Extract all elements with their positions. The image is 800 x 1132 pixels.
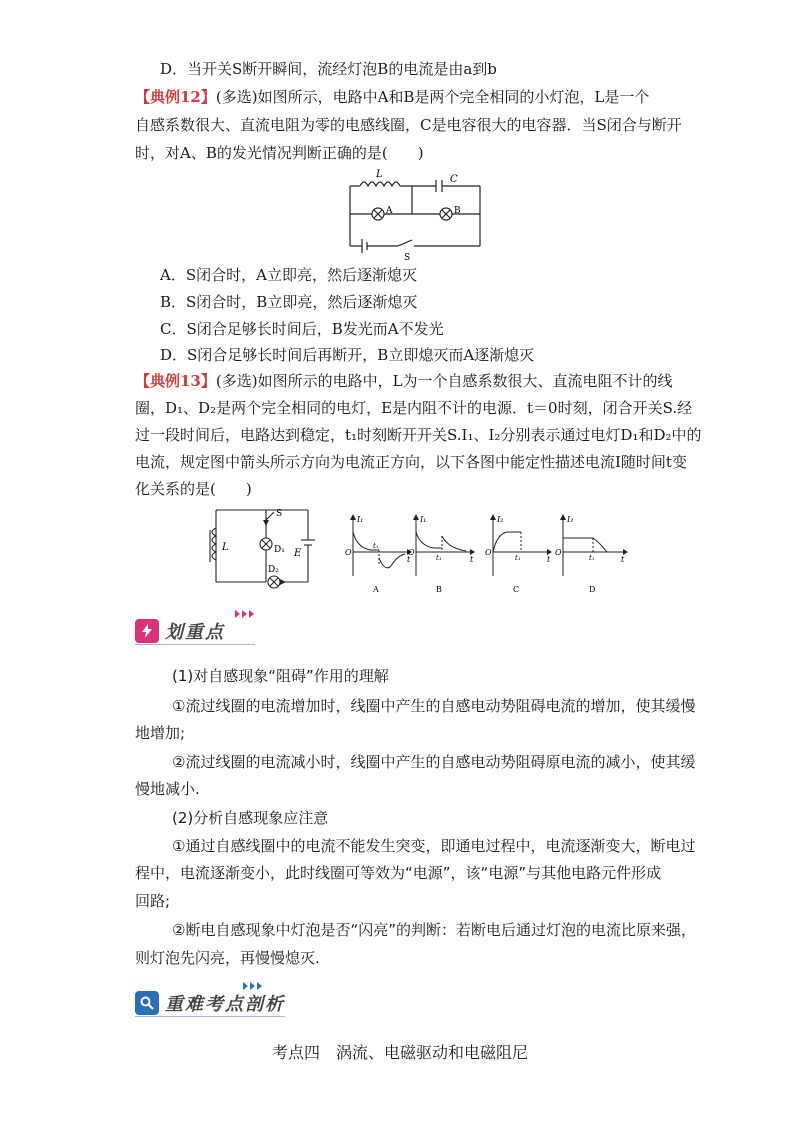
- section-heading: 考点四 涡流、电磁驱动和电磁阻尼: [271, 1043, 528, 1062]
- lightning-icon: [135, 619, 159, 643]
- key-topics-badge: [135, 990, 285, 1016]
- fig1-label-c: C: [450, 174, 458, 185]
- key-points-label: 划重点: [165, 622, 225, 643]
- graph-b-t: t: [470, 555, 474, 564]
- fig2-label-l: L: [222, 542, 229, 553]
- magnifier-icon: [135, 991, 159, 1015]
- note-p4: (2)分析自感现象应注意: [172, 809, 329, 827]
- option-d-prev: D．当开关S断开瞬间，流经灯泡B的电流是由a到b: [160, 60, 497, 78]
- example-13-text: (多选)如图所示的电路中，L为一个自感系数很大、直流电阻不计的线: [215, 372, 673, 390]
- graph-a-letter: A: [373, 585, 379, 594]
- graph-b-t1: t₁: [436, 554, 442, 562]
- option-d: D．S闭合足够长时间后再断开，B立即熄灭而A逐渐熄灭: [160, 346, 535, 364]
- graph-d-ylabel: I₂: [567, 515, 574, 524]
- graph-c-origin: O: [485, 548, 492, 557]
- example-13-line2: 圈，D₁、D₂是两个完全相同的电灯，E是内阻不计的电源．t＝0时刻，闭合开关S.经: [135, 399, 693, 417]
- note-p3b: 慢地减小.: [135, 780, 200, 798]
- fig2-label-s: S: [276, 509, 283, 519]
- key-topics-label: 重难考点剖析: [165, 994, 285, 1015]
- graph-d-t: t: [621, 555, 625, 564]
- note-p2a: ①流过线圈的电流增加时，线圈中产生的自感电动势阻碍电流的增加，使其缓慢: [172, 697, 696, 715]
- note-p1: (1)对自感现象“阻碍”作用的理解: [172, 667, 389, 685]
- badge1-underline: [135, 644, 255, 645]
- fig2-label-e: E: [294, 548, 302, 559]
- graph-d-t1: t₁: [589, 554, 595, 562]
- graph-d-letter: D: [589, 585, 596, 594]
- key-points-badge: [135, 618, 225, 644]
- fig1-label-b: B: [454, 206, 461, 216]
- note-p6b: 则灯泡先闪亮，再慢慢熄灭.: [135, 949, 320, 967]
- fig2-label-d1: D₁: [274, 545, 285, 555]
- example-13-line1: [135, 370, 673, 392]
- option-c: C．S闭合足够长时间后，B发光而A不发光: [160, 320, 444, 338]
- graph-c-t: t: [547, 555, 551, 564]
- graph-b-letter: B: [436, 585, 442, 594]
- fig2-label-d2: D₂: [268, 565, 279, 575]
- graph-c-letter: C: [513, 585, 520, 594]
- example-12-tag: 【典例12】: [135, 88, 216, 106]
- fig1-label-a: A: [386, 206, 393, 216]
- graph-c-t1: t₁: [515, 554, 521, 562]
- example-13-line5: 化关系的是( ): [135, 480, 252, 498]
- graph-a-origin: O: [345, 548, 352, 557]
- option-a: A．S闭合时，A立即亮，然后逐渐熄灭: [160, 266, 417, 284]
- note-p3a: ②流过线圈的电流减小时，线圈中产生的自感电动势阻碍原电流的减小，使其缓: [172, 753, 696, 771]
- note-p5a: ①通过自感线圈中的电流不能发生突变，即通电过程中，电流逐渐变大，断电过: [172, 837, 696, 855]
- example-13-line3: 过一段时间后，电路达到稳定，t₁时刻断开开关S.I₁、I₂分别表示通过电灯D₁和D₂中的: [135, 426, 702, 444]
- fig1-label-s: S: [404, 253, 411, 263]
- graph-b-origin: O: [408, 548, 415, 557]
- circuit-diagram-2: [200, 500, 640, 598]
- example-13-tag: 【典例13】: [135, 372, 216, 390]
- note-p2b: 地增加;: [135, 724, 186, 742]
- graph-c-ylabel: I₂: [497, 515, 504, 524]
- graph-a-ylabel: I₁: [357, 515, 364, 524]
- badge2-underline: [135, 1016, 285, 1017]
- graph-b-ylabel: I₁: [420, 515, 427, 524]
- option-b: B．S闭合时，B立即亮，然后逐渐熄灭: [160, 293, 418, 311]
- note-p5c: 回路;: [135, 892, 171, 910]
- example-12-text: (多选)如图所示，电路中A和B是两个完全相同的小灯泡，L是一个: [215, 88, 650, 106]
- graph-a-t: t: [407, 555, 411, 564]
- example-12-line2: 自感系数很大、直流电阻为零的电感线圈，C是电容很大的电容器．当S闭合与断开: [135, 116, 682, 134]
- example-13-line4: 电流，规定图中箭头所示方向为电流正方向，以下各图中能定性描述电流I随时间t变: [135, 453, 687, 471]
- fig1-label-l: L: [376, 169, 383, 180]
- note-p5b: 程中，电流逐渐变小，此时线圈可等效为“电源”，该“电源”与其他电路元件形成: [135, 864, 662, 882]
- note-p6a: ②断电自感现象中灯泡是否“闪亮”的判断：若断电后通过灯泡的电流比原来强，: [172, 921, 696, 939]
- example-12-line3: 时，对A、B的发光情况判断正确的是( ): [135, 144, 424, 162]
- circuit-diagram-1: [340, 168, 490, 264]
- graph-d-origin: O: [555, 548, 562, 557]
- graph-a-t1: t₁: [373, 542, 379, 550]
- example-12-line1: [135, 86, 649, 108]
